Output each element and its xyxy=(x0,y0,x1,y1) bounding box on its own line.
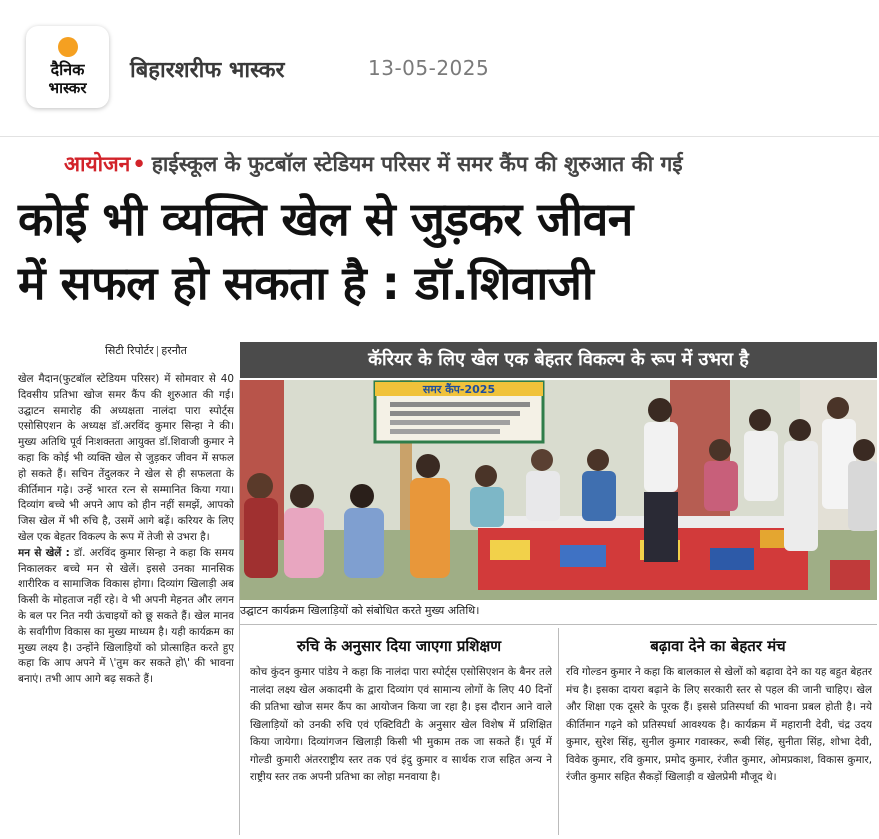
byline xyxy=(105,343,187,358)
mid-subhead: रुचि के अनुसार दिया जाएगा प्रशिक्षण xyxy=(296,637,502,655)
photo-caption: उद्घाटन कार्यक्रम खिलाड़ियों को संबोधित करते मुख्य अतिथि। xyxy=(240,604,480,617)
byline-place: हरनौत xyxy=(161,344,187,357)
edition-name: बिहारशरीफ भास्कर xyxy=(130,58,285,83)
section-rule xyxy=(240,624,877,625)
logo-text-line1: दैनिक xyxy=(50,60,85,79)
headline-line-2: में सफल हो सकता है : डॉ.शिवाजी xyxy=(18,256,594,310)
headline xyxy=(18,187,868,315)
kicker-tag: आयोजन xyxy=(64,152,131,176)
photo-headline: कॅरियर के लिए खेल एक बेहतर विकल्प के रूप में उभरा है xyxy=(240,342,877,378)
kicker-text: हाईस्कूल के फुटबॉल स्टेडियम परिसर में समर कैंप की शुरुआत की गई xyxy=(151,152,683,176)
left-subhead: मन से खेलें : xyxy=(18,546,70,559)
right-column-body xyxy=(566,664,872,836)
sun-icon xyxy=(58,37,78,57)
column-rule-left xyxy=(239,380,240,835)
left-paragraph-2 xyxy=(18,546,234,688)
mid-column-body xyxy=(250,664,552,836)
kicker-bullet: • xyxy=(132,152,146,176)
column-rule-middle xyxy=(558,628,559,835)
kicker xyxy=(64,150,683,178)
headline-line-1: कोई भी व्यक्ति खेल से जुड़कर जीवन xyxy=(18,192,633,246)
byline-separator: | xyxy=(155,344,160,357)
mid-paragraph: कोच कुंदन कुमार पांडेय ने कहा कि नालंदा पारा स्पोर्ट्स एसोसिएशन के बैनर तले नालंदा लक्ष्य खेल अकादमी के द्वारा दिव्यांग एवं सामान्य लोगों के लिए 40 दिनों की प्रतिभा खोज समर कैंप का आयोजन किया जा रहा है। इस दौरान आने वाले खिलाड़ियों को उनकी रुचि एवं एक्टिविटी के अनुसार खेल विशेष में प्रशिक्षित किया जायेगा। दिव्यांगजन खिलाड़ी किसी भी मुकाम तक जा सकते हैं। पूर्व में गोल्डी कुमारी अंतरराष्ट्रीय स्तर तक एवं इंदु कुमार व सार्थक राज सहित अन्य ने राष्ट्रीय स्तर तक अपनी प्रतिभा का लोहा मनवाया है। xyxy=(250,666,552,783)
banner-title: समर कैंप-2025 xyxy=(422,383,496,396)
left-paragraph-1: खेल मैदान(फुटबॉल स्टेडियम परिसर) में सोमवार से 40 दिवसीय प्रतिभा खोज समर कैंप की शुरुआत की गई। उद्घाटन समारोह की अध्यक्षता नालंदा पारा स्पोर्ट्स एसोसिएशन के अध्यक्ष डॉ.अरविंद कुमार सिन्हा ने की। मुख्य अतिथि पूर्व निःशक्तता आयुक्त डॉ.शिवाजी कुमार ने कहा कि कोई भी व्यक्ति खेल से जुड़कर जीवन में सफल हो सकते हैं। सचिन तेंदुलकर ने खेल से ही सफलता के कीर्तिमान गढ़े। उन्हें भारत रत्न से सम्मानित किया गया। दिव्यांग बच्चे भी अपने आप को हीन नहीं समझें, आपको जिस खेल में भी रुचि है, उसमें आगे बढ़ें। करियर के लिए खेल एक बेहतर विकल्प के रूप में तेजी से उभरा है। xyxy=(18,373,234,543)
brand-header xyxy=(0,0,879,135)
event-photo xyxy=(240,380,877,600)
event-photo-illustration xyxy=(240,380,877,600)
dainik-bhaskar-logo xyxy=(26,26,109,108)
left-paragraph-2-text: डॉ. अरविंद कुमार सिन्हा ने कहा कि समय निकालकर बच्चे मन से खेलें। इससे उनका मानसिक शारीरिक व सामाजिक विकास होगा। दिव्यांग खिलाड़ी अब किसी के मोहताज नहीं रहे। वे भी अपनी मेहनत और लगन के बल पर नित नयी ऊंचाइयों को छू सकते हैं। खेल मानव के सर्वांगीण विकास का मुख्य माध्यम है। यही कार्यक्रम का मुख्य लक्ष्य है। उन्होंने खिलाड़ियों को प्रोत्साहित करते हुए कहा कि आप अपने में \'तुम कर सकते हो\' की भावना बनाएं। तभी आप आगे बढ़ सकते हैं। xyxy=(18,546,234,686)
right-paragraph: रवि गोल्डन कुमार ने कहा कि बालकाल से खेलों को बढ़ावा देने का यह बहुत बेहतर मंच है। इसका दायरा बढ़ाने के लिए सरकारी स्तर से पहल की जानी चाहिए। खेल और शिक्षा एक दूसरे के पूरक हैं। इससे प्रतिस्पर्धा की भावना प्रबल होती है। नये कीर्तिमान गढ़ने को प्रतिस्पर्धा आवश्यक है। कार्यक्रम में महारानी देवी, चंद्र उदय कुमार, सुरेश सिंह, सुनील कुमार गवास्कर, रूबी सिंह, सुनीता सिंह, शोभा देवी, विवेक कुमार, रवि कुमार, प्रमोद कुमार, रंजीत कुमार, ओमप्रकाश, विकास कुमार, रंजीत कुमार सहित सैकड़ों खिलाड़ी व खेलप्रेमी मौजूद थे। xyxy=(566,666,872,783)
right-subhead: बढ़ावा देने का बेहतर मंच xyxy=(650,637,786,655)
logo-text-line2: भास्कर xyxy=(48,79,87,97)
header-divider xyxy=(0,136,879,137)
byline-reporter: सिटी रिपोर्टर xyxy=(105,344,154,357)
left-column-body xyxy=(18,372,234,834)
edition-date: 13-05-2025 xyxy=(368,56,490,80)
